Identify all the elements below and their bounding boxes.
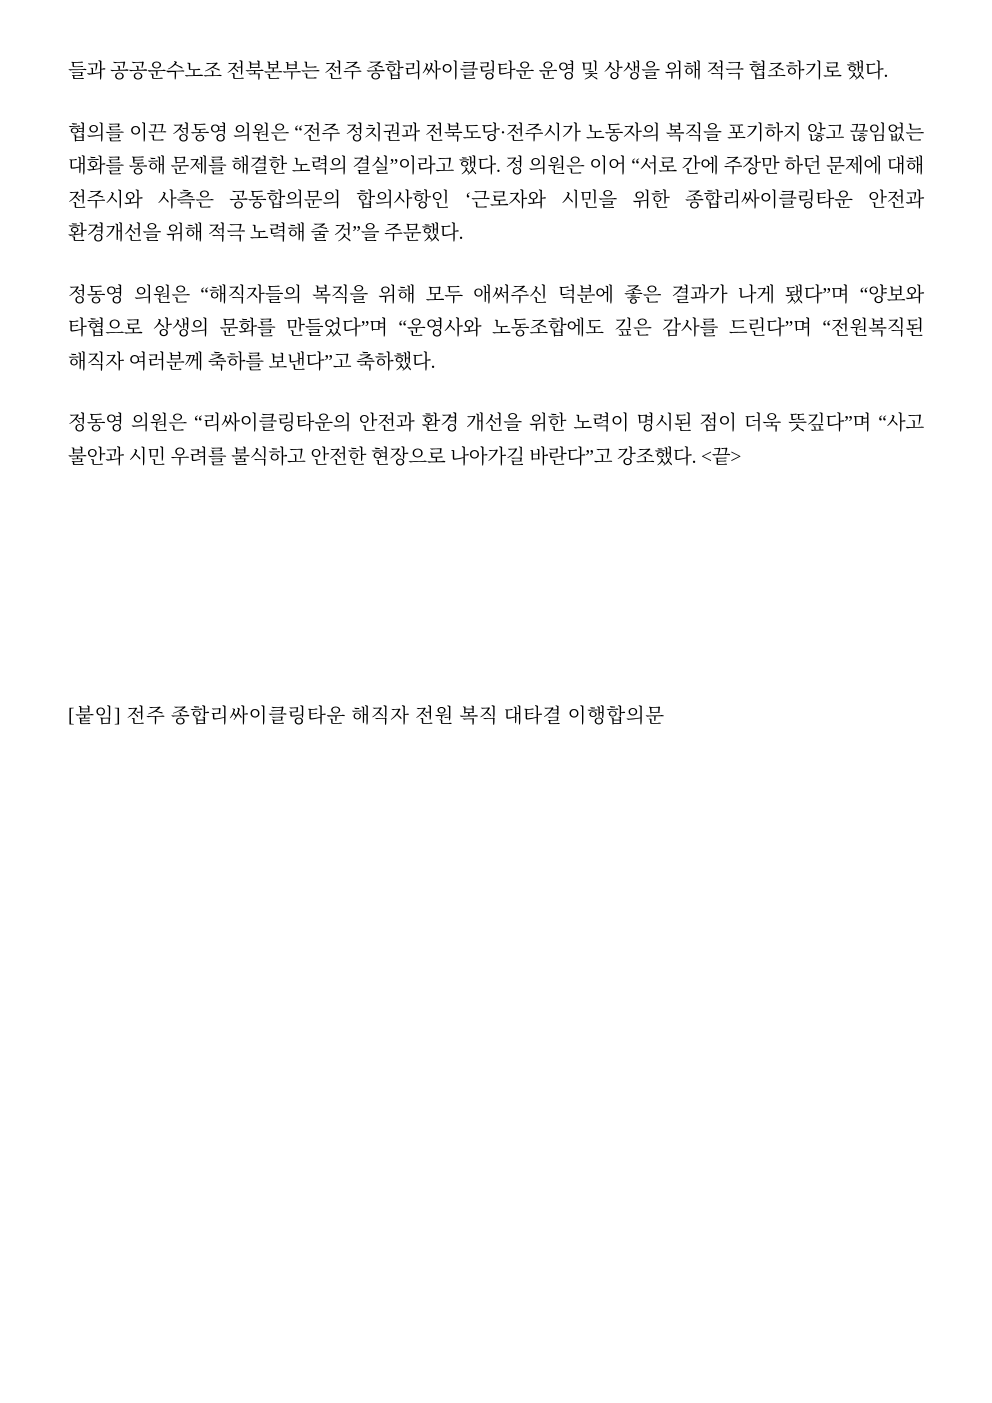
paragraph-2: 협의를 이끈 정동영 의원은 “전주 정치권과 전북도당·전주시가 노동자의 복직을 포기하지 않고 끊임없는 대화를 통해 문제를 해결한 노력의 결실”이라고 했다. 정 의원은 이어 “서로 간에 주장만 하던 문제에 대해 전주시와 사측은 공동합의문의 합의사항인 ‘근로자와 시민을 위한 종합리싸이클링타운 안전과 환경개선을 위해 적극 노력해 줄 것”을 주문했다.	[68, 122, 925, 245]
attachment-line: [붙임] 전주 종합리싸이클링타운 해직자 전원 복직 대타결 이행합의문	[68, 706, 665, 727]
paragraph-4: 정동영 의원은 “리싸이클링타운의 안전과 환경 개선을 위한 노력이 명시된 점이 더욱 뜻깊다”며 “사고 불안과 시민 우려를 불식하고 안전한 현장으로 나아가길 바란다”고 강조했다. <끝>	[68, 413, 924, 468]
paragraph-3: 정동영 의원은 “해직자들의 복직을 위해 모두 애써주신 덕분에 좋은 결과가 나게 됐다”며 “양보와 타협으로 상생의 문화를 만들었다”며 “운영사와 노동조합에도 깊은 감사를 드린다”며 “전원복직된 해직자 여러분께 축하를 보낸다”고 축하했다.	[68, 284, 924, 373]
document-body	[68, 55, 924, 474]
paragraph-1: 들과 공공운수노조 전북본부는 전주 종합리싸이클링타운 운영 및 상생을 위해 적극 협조하기로 했다.	[68, 61, 889, 82]
